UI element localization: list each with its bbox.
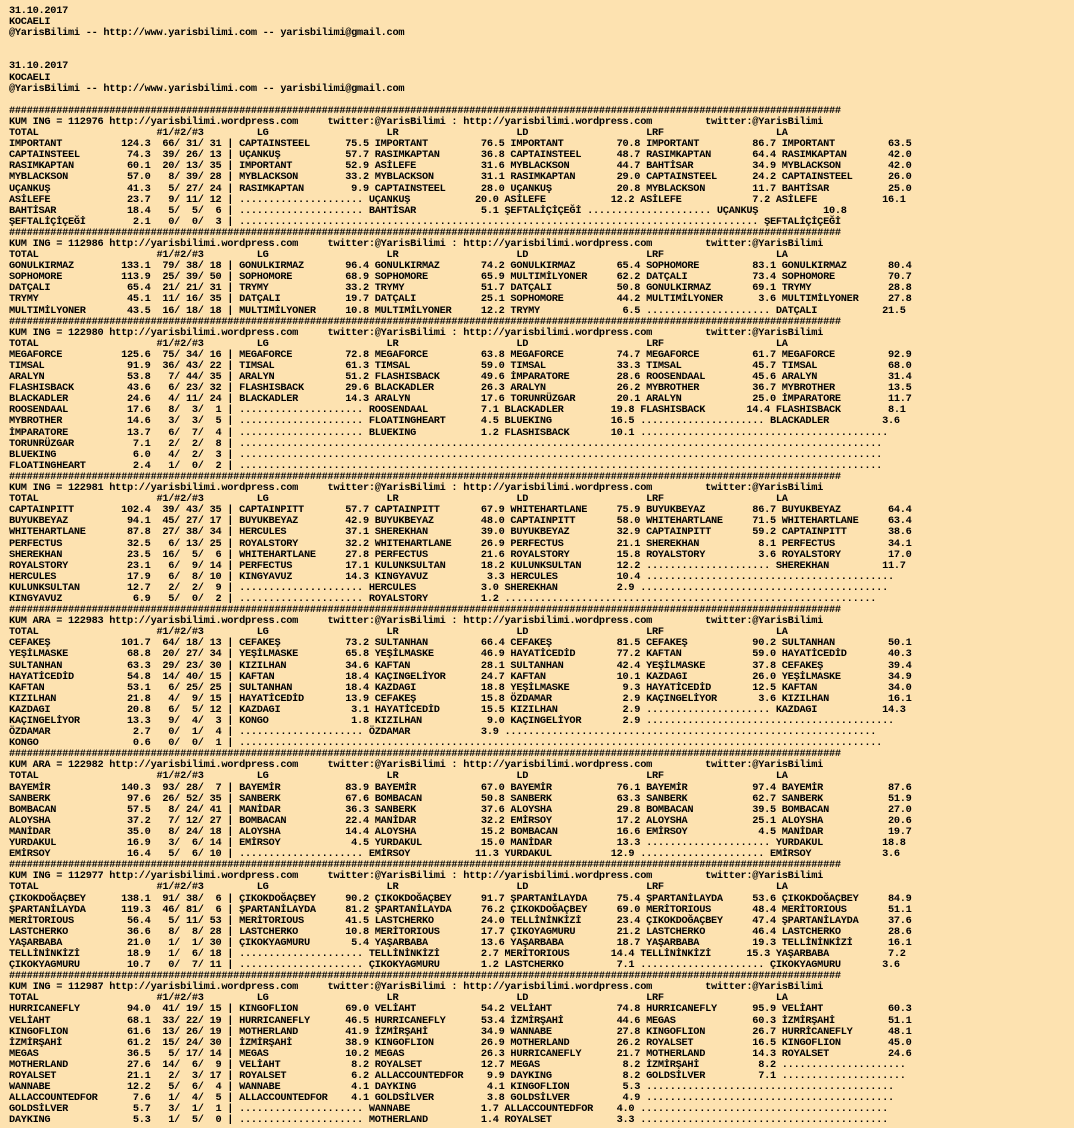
report-line: CEFAKEŞ 101.7 64/ 18/ 13 | CEFAKEŞ 73.2 SULTANHAN 66.4 CEFAKEŞ 81.5 CEFAKEŞ 90.2 SULTANHAN 50.1 bbox=[9, 637, 912, 650]
report-line: SULTANHAN 63.3 29/ 23/ 30 | KIZILHAN 34.6 KAFTAN 28.1 SULTANHAN 42.4 YEŞİLMASKE 37.8 CEFAKEŞ 39.4 bbox=[9, 659, 912, 672]
report-line: DATÇALI 65.4 21/ 21/ 31 | TRYMY 33.2 TRYMY 51.7 DATÇALI 50.8 GONULKIRMAZ 69.1 TRYMY 28.8 bbox=[9, 282, 912, 295]
report-line: VELİAHT 68.1 33/ 22/ 19 | HURRICANEFLY 46.5 HURRICANEFLY 53.4 İZMİRŞAHİ 44.6 MEGAS 60.3 İZMİRŞAHİ 51.1 bbox=[9, 1014, 912, 1027]
report-line: MEGAFORCE 125.6 75/ 34/ 16 | MEGAFORCE 72.8 MEGAFORCE 63.8 MEGAFORCE 74.7 MEGAFORCE 61.7 MEGAFORCE 92.9 bbox=[9, 348, 912, 361]
report-line: TELLİNİNKİZİ 18.9 1/ 6/ 18 | ..................... TELLİNİNKİZİ 2.7 MERİTORIOUS 14.4 TELLİNİNKİZİ 15.3 YAŞARBABA 7.2 bbox=[9, 947, 906, 960]
report-line: BAHTİSAR 18.4 5/ 5/ 6 | ..................... BAHTİSAR 5.1 ŞEFTALİÇİÇEĞİ ..................... UÇANKUŞ 10.8 bbox=[9, 204, 847, 217]
report-line: KUM ARA = 122983 http://yarisbilimi.wordpress.com twitter:@YarisBilimi : http://yarisbilimi.wordpress.com twitter:@YarisBilimi bbox=[9, 615, 824, 628]
report-line: TOTAL #1/#2/#3 LG LR LD LRF LA bbox=[9, 493, 788, 506]
report-line: @YarisBilimi -- http://www.yarisbilimi.com -- yarisbilimi@gmail.com bbox=[9, 27, 405, 40]
report-line: ŞPARTANİLAYDA 119.3 46/ 81/ 6 | ŞPARTANİLAYDA 81.2 ŞPARTANİLAYDA 76.2 ÇIKOKDOĞAÇBEY 69.0 MERİTORIOUS 48.4 MERİTORIOUS 51.1 bbox=[9, 903, 912, 916]
report-line: KUM ING = 122980 http://yarisbilimi.wordpress.com twitter:@YarisBilimi : http://yarisbilimi.wordpress.com twitter:@YarisBilimi bbox=[9, 326, 824, 339]
report-line: ÇIKOKYAGMURU 10.7 0/ 7/ 11 | ..................... ÇIKOKYAGMURU 1.2 LASTCHERKO 7.1 ..................... ÇIKOKYAGMURU 3.6 bbox=[9, 959, 900, 972]
report-line: KAFTAN 53.1 6/ 25/ 25 | SULTANHAN 18.4 KAZDAGI 18.8 YEŞİLMASKE 9.3 HAYATİCEDİD 12.5 KAFTAN 34.0 bbox=[9, 681, 912, 694]
report-line: TOTAL #1/#2/#3 LG LR LD LRF LA bbox=[9, 626, 788, 639]
report-line: KULUNKSULTAN 12.7 2/ 2/ 9 | ..................... HERCULES 3.0 SHEREKHAN 2.9 .......................................... bbox=[9, 581, 888, 594]
report-line: BLUEKING 6.0 4/ 2/ 3 | ............................................................................................................. bbox=[9, 448, 883, 461]
report-line: ALLACCOUNTEDFOR 7.6 1/ 4/ 5 | ALLACCOUNTEDFOR 4.1 GOLDSİLVER 3.8 GOLDSİLVER 4.9 .......................................... bbox=[9, 1092, 894, 1105]
report-line: ASİLEFE 23.7 9/ 11/ 12 | ..................... UÇANKUŞ 20.0 ASİLEFE 12.2 ASİLEFE 7.2 ASİLEFE 16.1 bbox=[9, 193, 906, 206]
report-line: SANBERK 97.6 26/ 52/ 35 | SANBERK 67.6 BOMBACAN 50.8 SANBERK 63.3 SANBERK 62.7 SANBERK 51.9 bbox=[9, 792, 912, 805]
report-line bbox=[9, 50, 1074, 61]
report-line: PERFECTUS 32.5 6/ 13/ 25 | ROYALSTORY 32.2 WHITEHARTLANE 26.9 PERFECTUS 21.1 SHEREKHAN 8.1 PERFECTUS 34.1 bbox=[9, 537, 912, 550]
report-line: ÖZDAMAR 2.7 0/ 1/ 4 | ..................... ÖZDAMAR 3.9 ............................................................... bbox=[9, 726, 877, 739]
report-line: MERİTORIOUS 56.4 5/ 11/ 53 | MERİTORIOUS 41.5 LASTCHERKO 24.0 TELLİNİNKİZİ 23.4 ÇIKOKDOĞAÇBEY 47.4 ŞPARTANİLAYDA 37.6 bbox=[9, 914, 912, 927]
report-line: HURRICANEFLY 94.0 41/ 19/ 15 | KINGOFLION 69.0 VELİAHT 54.2 VELİAHT 74.8 HURRICANEFLY 95.9 VELİAHT 60.3 bbox=[9, 1003, 912, 1016]
report-line: TORUNRÜZGAR 7.1 2/ 2/ 8 | ............................................................................................................. bbox=[9, 437, 883, 450]
report-line: ROYALSTORY 23.1 6/ 9/ 14 | PERFECTUS 17.1 KULUNKSULTAN 18.2 KULUNKSULTAN 12.2 ..................... SHEREKHAN 11.7 bbox=[9, 559, 906, 572]
report-line: GOLDSİLVER 5.7 3/ 1/ 1 | ..................... WANNABE 1.7 ALLACCOUNTEDFOR 4.0 .......................................... bbox=[9, 1103, 888, 1116]
report-line: ############################################################################################################################################# bbox=[9, 970, 841, 983]
report-line: TOTAL #1/#2/#3 LG LR LD LRF LA bbox=[9, 881, 788, 894]
report-line: ARALYN 53.8 7/ 44/ 35 | ARALYN 51.2 FLASHISBACK 49.6 İMPARATORE 28.6 ROOSENDAAL 45.6 ARALYN 31.4 bbox=[9, 371, 912, 384]
report-line: ROYALSET 21.1 2/ 3/ 17 | ROYALSET 6.2 ALLACCOUNTEDFOR 9.9 DAYKING 8.2 GOLDSİLVER 7.1 ..................... bbox=[9, 1070, 906, 1082]
report-line: KOCAELI bbox=[9, 71, 51, 84]
report-line: MANİDAR 35.0 8/ 24/ 18 | ALOYSHA 14.4 ALOYSHA 15.2 BOMBACAN 16.6 EMİRSOY 4.5 MANİDAR 19.7 bbox=[9, 825, 912, 838]
report-line: FLOATINGHEART 2.4 1/ 0/ 2 | ............................................................................................................. bbox=[9, 459, 883, 472]
report-line: BLACKADLER 24.6 4/ 11/ 24 | BLACKADLER 14.3 ARALYN 17.6 TORUNRÜZGAR 20.1 ARALYN 25.0 İMPARATORE 11.7 bbox=[9, 393, 912, 406]
report-line: UÇANKUŞ 41.3 5/ 27/ 24 | RASIMKAPTAN 9.9 CAPTAINSTEEL 28.0 UÇANKUŞ 20.8 MYBLACKSON 11.7 BAHTİSAR 25.0 bbox=[9, 182, 912, 195]
report-line: KIZILHAN 21.8 4/ 9/ 15 | HAYATİCEDİD 13.9 CEFAKEŞ 15.8 ÖZDAMAR 2.9 KAÇINGELİYOR 3.6 KIZILHAN 16.1 bbox=[9, 692, 912, 705]
report-line bbox=[9, 39, 1074, 50]
report-line: ROOSENDAAL 17.6 8/ 3/ 1 | ..................... ROOSENDAAL 7.1 BLACKADLER 19.8 FLASHISBACK 14.4 FLASHISBACK 8.1 bbox=[9, 404, 906, 417]
report-line: TOTAL #1/#2/#3 LG LR LD LRF LA bbox=[9, 337, 788, 350]
report-line: BUYUKBEYAZ 94.1 45/ 27/ 17 | BUYUKBEYAZ 42.9 BUYUKBEYAZ 48.0 CAPTAINPITT 58.0 WHITEHARTLANE 71.5 WHITEHARTLANE 63.4 bbox=[9, 515, 912, 528]
report-line: İZMİRŞAHİ 61.2 15/ 24/ 30 | İZMİRŞAHİ 38.9 KINGOFLION 26.9 MOTHERLAND 26.2 ROYALSET 16.5 KINGOFLION 45.0 bbox=[9, 1036, 912, 1049]
report-line: 31.10.2017 bbox=[9, 5, 68, 17]
report-line: TOTAL #1/#2/#3 LG LR LD LRF LA bbox=[9, 992, 788, 1005]
report-line: HAYATİCEDİD 54.8 14/ 40/ 15 | KAFTAN 18.4 KAÇINGELİYOR 24.7 KAFTAN 10.1 KAZDAGI 26.0 YEŞİLMASKE 34.9 bbox=[9, 670, 912, 683]
report-line: TOTAL #1/#2/#3 LG LR LD LRF LA bbox=[9, 770, 788, 783]
report-line: BOMBACAN 57.5 8/ 24/ 41 | MANİDAR 36.3 SANBERK 37.6 ALOYSHA 29.8 BOMBACAN 39.5 BOMBACAN 27.0 bbox=[9, 803, 912, 816]
report-line: KUM ARA = 122982 http://yarisbilimi.wordpress.com twitter:@YarisBilimi : http://yarisbilimi.wordpress.com twitter:@YarisBilimi bbox=[9, 759, 824, 772]
report-line: MEGAS 36.5 5/ 17/ 14 | MEGAS 10.2 MEGAS 26.3 HURRICANEFLY 21.7 MOTHERLAND 14.3 ROYALSET 24.6 bbox=[9, 1047, 912, 1060]
report-line: LASTCHERKO 36.6 8/ 8/ 28 | LASTCHERKO 10.8 MERİTORIOUS 17.7 ÇIKOYAGMURU 21.2 LASTCHERKO 46.4 LASTCHERKO 28.6 bbox=[9, 925, 912, 938]
report-line: TRYMY 45.1 11/ 16/ 35 | DATÇALI 19.7 DATÇALI 25.1 SOPHOMORE 44.2 MULTIMİLYONER 3.6 MULTIMİLYONER 27.8 bbox=[9, 293, 912, 306]
report-line: CAPTAINSTEEL 74.3 39/ 26/ 13 | UÇANKUŞ 57.7 RASIMKAPTAN 36.8 CAPTAINSTEEL 48.7 RASIMKAPTAN 64.4 RASIMKAPTAN 42.0 bbox=[9, 149, 912, 162]
report-line: ############################################################################################################################################# bbox=[9, 104, 841, 117]
report-line: TOTAL #1/#2/#3 LG LR LD LRF LA bbox=[9, 249, 788, 262]
report-line: MYBROTHER 14.6 3/ 3/ 5 | ..................... FLOATINGHEART 4.5 BLUEKING 16.5 ..................... BLACKADLER 3.6 bbox=[9, 415, 900, 428]
report-line: TOTAL #1/#2/#3 LG LR LD LRF LA bbox=[9, 127, 788, 140]
report-line: WHITEHARTLANE 87.8 27/ 38/ 34 | HERCULES 37.1 SHEREKHAN 39.0 BUYUKBEYAZ 32.9 CAPTAINPITT 59.2 CAPTAINPITT 38.6 bbox=[9, 526, 912, 539]
report-line: CAPTAINPITT 102.4 39/ 43/ 35 | CAPTAINPITT 57.7 CAPTAINPITT 67.9 WHITEHARTLANE 75.9 BUYUKBEYAZ 86.7 BUYUKBEYAZ 64.4 bbox=[9, 504, 912, 517]
report-line: KUM ING = 112976 http://yarisbilimi.wordpress.com twitter:@YarisBilimi : http://yarisbilimi.wordpress.com twitter:@YarisBilimi bbox=[9, 115, 824, 128]
report-line: ############################################################################################################################################# bbox=[9, 859, 841, 872]
report-line: ############################################################################################################################################# bbox=[9, 748, 841, 761]
report-line: ÇIKOKDOĞAÇBEY 138.1 91/ 38/ 6 | ÇIKOKDOĞAÇBEY 90.2 ÇIKOKDOĞAÇBEY 91.7 ŞPARTANİLAYDA 75.4 ŞPARTANİLAYDA 53.6 ÇIKOKDOĞAÇBEY 84.9 bbox=[9, 892, 912, 905]
report-line: KAZDAGI 20.8 6/ 5/ 12 | KAZDAGI 3.1 HAYATİCEDİD 15.5 KIZILHAN 2.9 ..................... KAZDAGI 14.3 bbox=[9, 703, 906, 716]
report-line: HERCULES 17.9 6/ 8/ 10 | KINGYAVUZ 14.3 KINGYAVUZ 3.3 HERCULES 10.4 .......................................... bbox=[9, 570, 894, 583]
report-line: GONULKIRMAZ 133.1 79/ 38/ 18 | GONULKIRMAZ 96.4 GONULKIRMAZ 74.2 GONULKIRMAZ 65.4 SOPHOMORE 83.1 GONULKIRMAZ 80.4 bbox=[9, 260, 912, 273]
report-line: SHEREKHAN 23.5 16/ 5/ 6 | WHITEHARTLANE 27.8 PERFECTUS 21.6 ROYALSTORY 15.8 ROYALSTORY 3.6 ROYALSTORY 17.0 bbox=[9, 548, 912, 561]
report-line: KUM ING = 112986 http://yarisbilimi.wordpress.com twitter:@YarisBilimi : http://yarisbilimi.wordpress.com twitter:@YarisBilimi bbox=[9, 237, 824, 250]
report-line: KINGOFLION 61.6 13/ 26/ 19 | MOTHERLAND 41.9 İZMİRŞAHİ 34.9 WANNABE 27.8 KINGOFLION 26.7 HURRİCANEFLY 48.1 bbox=[9, 1025, 912, 1038]
report-line: ############################################################################################################################################# bbox=[9, 470, 841, 483]
report-line: KUM ING = 122981 http://yarisbilimi.wordpress.com twitter:@YarisBilimi : http://yarisbilimi.wordpress.com twitter:@YarisBilimi bbox=[9, 482, 824, 495]
report-line: İMPARATORE 13.7 6/ 7/ 4 | ..................... BLUEKING 1.2 FLASHISBACK 10.1 .......................................... bbox=[9, 426, 888, 439]
report-line: RASIMKAPTAN 60.1 20/ 13/ 35 | IMPORTANT 52.9 ASİLEFE 31.6 MYBLACKSON 44.7 BAHTİSAR 34.9 MYBLACKSON 42.0 bbox=[9, 160, 912, 173]
report-line: KAÇINGELİYOR 13.3 9/ 4/ 3 | KONGO 1.8 KIZILHAN 9.0 KAÇINGELİYOR 2.9 .......................................... bbox=[9, 715, 894, 727]
report-line: TIMSAL 91.9 36/ 43/ 22 | TIMSAL 61.3 TIMSAL 59.0 TIMSAL 33.3 TIMSAL 45.7 TIMSAL 68.0 bbox=[9, 360, 912, 372]
report-line: MULTIMİLYONER 43.5 16/ 18/ 18 | MULTIMİLYONER 10.8 MULTIMİLYONER 12.2 TRYMY 6.5 ..................... DATÇALI 21.5 bbox=[9, 304, 906, 317]
report-line: YURDAKUL 16.9 3/ 6/ 14 | EMİRSOY 4.5 YURDAKUL 15.0 MANİDAR 13.3 ..................... YURDAKUL 18.8 bbox=[9, 837, 906, 850]
report-line: KINGYAVUZ 6.9 5/ 0/ 2 | ..................... ROYALSTORY 1.2 ............................................................... bbox=[9, 592, 877, 605]
report-line: ############################################################################################################################################# bbox=[9, 315, 841, 328]
report-line: ############################################################################################################################################# bbox=[9, 226, 841, 239]
report-line: ŞEFTALİÇİÇEĞİ 2.1 0/ 0/ 3 | ........................................................................................ ŞEFTALİÇİÇEĞİ bbox=[9, 215, 841, 228]
report-line: MYBLACKSON 57.0 8/ 39/ 28 | MYBLACKSON 33.2 MYBLACKSON 31.1 RASIMKAPTAN 29.0 CAPTAINSTEEL 24.2 CAPTAINSTEEL 26.0 bbox=[9, 171, 912, 184]
report-line: YEŞİLMASKE 68.8 20/ 27/ 34 | YEŞİLMASKE 65.8 YEŞİLMASKE 46.9 HAYATİCEDİD 77.2 KAFTAN 59.0 HAYATİCEDİD 40.3 bbox=[9, 648, 912, 661]
report-line: @YarisBilimi -- http://www.yarisbilimi.com -- yarisbilimi@gmail.com bbox=[9, 82, 405, 95]
report-line: EMİRSOY 16.4 5/ 6/ 10 | ..................... EMİRSOY 11.3 YURDAKUL 12.9 ..................... EMİRSOY 3.6 bbox=[9, 848, 900, 861]
report-line: ############################################################################################################################################# bbox=[9, 604, 841, 617]
report-line: KUM ING = 112987 http://yarisbilimi.wordpress.com twitter:@YarisBilimi : http://yarisbilimi.wordpress.com twitter:@YarisBilimi bbox=[9, 981, 824, 994]
report-line: FLASHISBACK 43.6 6/ 23/ 32 | FLASHISBACK 29.6 BLACKADLER 26.3 ARALYN 26.2 MYBROTHER 36.7 MYBROTHER 13.5 bbox=[9, 382, 912, 395]
report-line: 31.10.2017 bbox=[9, 60, 68, 73]
report-line: KUM ING = 112977 http://yarisbilimi.wordpress.com twitter:@YarisBilimi : http://yarisbilimi.wordpress.com twitter:@YarisBilimi bbox=[9, 870, 824, 883]
report-line: ALOYSHA 37.2 7/ 12/ 27 | BOMBACAN 22.4 MANİDAR 32.2 EMİRSOY 17.2 ALOYSHA 25.1 ALOYSHA 20.6 bbox=[9, 814, 912, 827]
report-line: SOPHOMORE 113.9 25/ 39/ 50 | SOPHOMORE 68.9 SOPHOMORE 65.9 MULTIMİLYONER 62.2 DATÇALI 73.4 SOPHOMORE 70.7 bbox=[9, 271, 912, 284]
report-line: YAŞARBABA 21.0 1/ 1/ 30 | ÇIKOKYAGMURU 5.4 YAŞARBABA 13.6 YAŞARBABA 18.7 YAŞARBABA 19.3 TELLİNİNKİZİ 16.1 bbox=[9, 936, 912, 949]
report-line: KONGO 0.6 0/ 0/ 1 | ............................................................................................................. bbox=[9, 737, 883, 750]
report-line: BAYEMİR 140.3 93/ 28/ 7 | BAYEMİR 83.9 BAYEMİR 67.0 BAYEMİR 76.1 BAYEMİR 97.4 BAYEMİR 87.6 bbox=[9, 781, 912, 794]
report-line: IMPORTANT 124.3 66/ 31/ 31 | CAPTAINSTEEL 75.5 IMPORTANT 76.5 IMPORTANT 70.8 IMPORTANT 86.7 IMPORTANT 63.5 bbox=[9, 138, 912, 151]
report-line: WANNABE 12.2 5/ 6/ 4 | WANNABE 4.1 DAYKING 4.1 KINGOFLION 5.3 .......................................... bbox=[9, 1081, 894, 1094]
report-line: MOTHERLAND 27.6 14/ 6/ 9 | VELİAHT 8.2 ROYALSET 12.7 MEGAS 8.2 İZMİRŞAHİ 8.2 ..................... bbox=[9, 1058, 906, 1071]
report-line: DAYKING 5.3 1/ 5/ 0 | ..................... MOTHERLAND 1.4 ROYALSET 3.3 .......................................... bbox=[9, 1114, 888, 1127]
report-line: KOCAELI bbox=[9, 16, 51, 29]
